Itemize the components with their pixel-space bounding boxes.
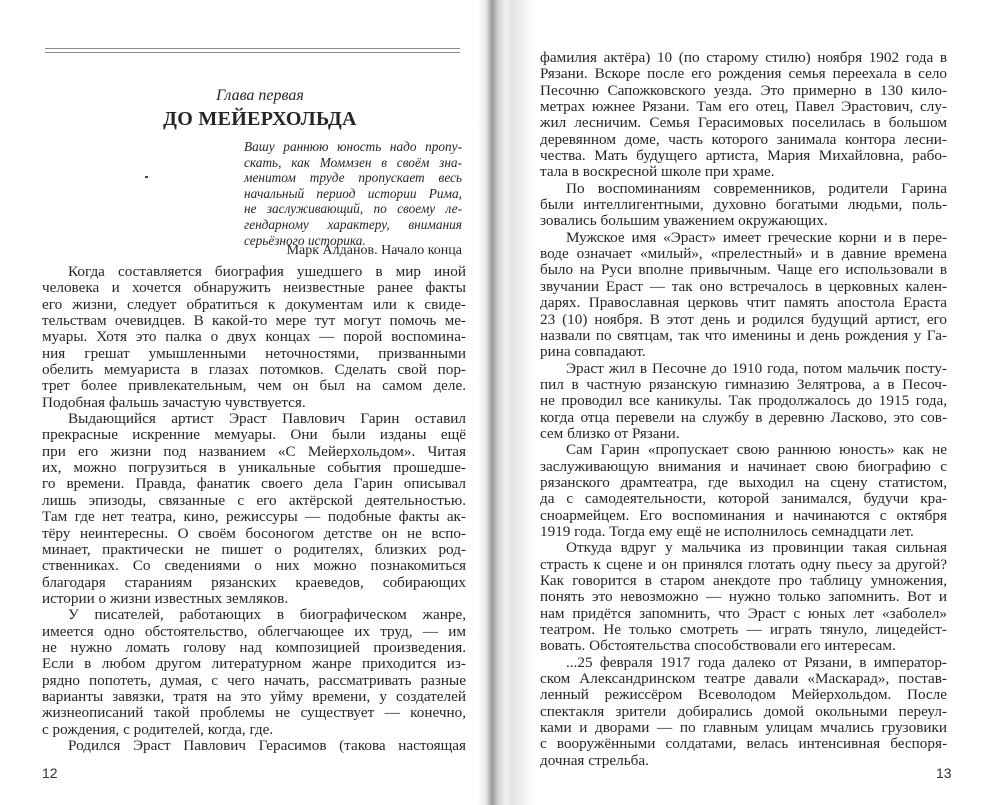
chapter-label: Глава первая	[216, 87, 304, 104]
text-line: не проводил все каникулы. Так продолжалось до 1915 года,	[540, 392, 947, 410]
text-line: минает, практически не пишет о родителях, близких род-	[42, 540, 466, 558]
text-line: Сам Гарин «пропускает свою раннюю юность» как не	[566, 441, 947, 459]
epigraph-line: серьёзного историка.	[244, 232, 366, 248]
text-line: прекрасные искренние мемуары. Они были изданы ещё	[42, 426, 466, 444]
epigraph-line: менитом труде пропускает весь	[244, 170, 462, 186]
paragraph	[540, 655, 947, 769]
paragraph	[540, 181, 947, 230]
text-line: театром. Не только смотреть — играть тянуло, лицедейст-	[540, 621, 947, 639]
paragraph	[540, 442, 947, 540]
text-line: тёру неинтересны. О своём босоногом детстве он не вспо-	[42, 524, 466, 542]
text-line: понять это невозможно — нужно только запомнить. Вот и	[540, 588, 947, 606]
text-line: ском Александринском театре давали «Маскарад», постав-	[540, 670, 947, 688]
text-line: чества. Мать будущего артиста, Мария Михайловна, рабо-	[540, 147, 947, 165]
text-line: сем близко от Рязани.	[540, 424, 680, 442]
text-line: Когда составляется биография ушедшего в мир иной	[68, 263, 466, 280]
text-line: обелить мемуариста в глазах потомков. Сделать свой пор-	[42, 361, 466, 379]
text-line: спектакля зрители добирались домой окольными переул-	[540, 702, 947, 720]
text-line: Эраст жил в Песочне до 1910 года, потом мальчик посту-	[566, 359, 947, 377]
text-line: Родился Эраст Павлович Герасимов (такова настоящая	[68, 736, 466, 754]
text-line: Рязани. Вскоре после его рождения семья переехала в село	[540, 65, 947, 83]
text-line: да с самодеятельности, которой занимался, будучи кра-	[540, 490, 947, 508]
text-line: страсть к сцене и он принялся глотать одну пьесу за другой?	[540, 555, 947, 573]
text-line: рина совпадают.	[540, 343, 646, 361]
text-line: рядно попотеть, думая, с чего начать, рассматривать разные	[42, 671, 466, 689]
text-line: муары. Хотя это палка о двух концах — порой воспомина-	[42, 328, 466, 346]
text-line: Откуда вдруг у мальчика из провинции такая сильная	[566, 539, 947, 557]
text-line: Песочню Сапожковского уезда. Это примерно в 130 кило-	[540, 81, 947, 99]
text-line: фамилия актёра) 10 (по старому стилю) ноября 1902 года в	[540, 49, 947, 66]
text-line: тельствам очевидцев. В какой-то мере тут могут помочь ме-	[42, 312, 466, 330]
text-line: Мужское имя «Эраст» имеет греческие корни и в пере-	[566, 228, 947, 246]
text-line: назвали по святцам, так что именины и день рождения у Га-	[540, 326, 947, 344]
chapter-title: ДО МЕЙЕРХОЛЬДА	[163, 108, 357, 130]
text-line: го времени. Правда, фанатик своего дела Гарин описывал	[42, 475, 466, 493]
text-line: пил в частную рязанскую гимназию Зелятрова, а в Песоч-	[540, 375, 947, 393]
text-line: деревянном доме, часть которого занимала контора лесни-	[540, 130, 947, 148]
text-line: не нужно ломать голову над композицией произведения.	[42, 638, 466, 656]
paragraph	[540, 230, 947, 361]
text-line: при его жизни под названием «С Мейерхольдом». Читая	[42, 442, 466, 460]
text-line: звучании Ераст — так оно встречалось в церковных кален-	[540, 277, 947, 295]
text-line: дочная стрельба.	[540, 751, 649, 769]
text-line: варианты завязки, тратя на это уйму времени, у создателей	[42, 687, 466, 705]
text-line: заслуживающую внимания и начинает свою биографию с	[540, 457, 947, 475]
text-line: когда отца перевели на службу в деревню Ласково, это сов-	[540, 408, 947, 426]
text-line: вовать. Обстоятельства способствовали его интересам.	[540, 637, 896, 655]
epigraph-line: Вашу раннюю юность надо пропу-	[244, 139, 462, 154]
paragraph	[540, 361, 947, 443]
text-line: лишь эпизоды, связанные с его актёрской деятельностью.	[42, 491, 466, 509]
text-line: тала в воскресной школе при храме.	[540, 163, 775, 181]
text-line: ния грешат умышленными неточностями, призванными	[42, 344, 466, 362]
text-line: сноармейцем. Его воспоминания и начинаются с октября	[540, 506, 947, 524]
epigraph-line: начальный период истории Рима,	[244, 185, 462, 201]
text-line: жил лесничим. Семья Герасимовых поселилась в большом	[540, 114, 947, 132]
text-line: с вооружёнными солдатами, велась интенсивная беспоря-	[540, 735, 947, 753]
text-line: ...25 февраля 1917 года далеко от Рязани, в император-	[566, 653, 947, 671]
text-line: дарях. Православная церковь чтит память апостола Ераста	[540, 294, 947, 312]
text-line: истории о жизни известных земляков.	[42, 589, 289, 607]
text-line: метрах южнее Рязани. Там его отец, Павел Эрастович, слу-	[540, 98, 947, 116]
text-line: имеется одно обстоятельство, облегчающее их труд, — им	[42, 622, 466, 640]
text-line: воде означает «милый», «прелестный» и в давние времена	[540, 245, 947, 263]
text-line: трет более привлекательным, чем он был на самом деле.	[42, 377, 466, 395]
text-line: Там где нет театра, кино, режиссуры — подобные факты ак-	[42, 508, 466, 526]
text-line: нам придётся запомнить, что Эраст с юных лет «заболел»	[540, 604, 947, 622]
text-line: было на Руси вполне привычным. Чаще его использовали в	[540, 261, 947, 279]
paragraph	[540, 50, 947, 181]
text-line: с рождения, с родителей, когда, где.	[42, 720, 274, 738]
text-line: их, можно погрузиться в уникальные события прошедше-	[42, 459, 466, 477]
text-line: Подобная фальшь зачастую чувствуется.	[42, 393, 306, 411]
text-line: ленный режиссёром Всеволодом Мейерхольдом. После	[540, 686, 947, 704]
text-line: рязанского драмтеатра, где выходил на сцену статистом,	[540, 473, 947, 491]
text-line: благодаря стараниям рязанских краеведов, собирающих	[42, 573, 466, 591]
page-number-left: 12	[42, 765, 58, 781]
text-line: ками и дворами — по главным улицам мчались грузовики	[540, 719, 947, 737]
text-line: его жизни, следует обратиться к документам или к свиде-	[42, 295, 466, 313]
epigraph-line: скать, как Моммзен в своём зна-	[244, 154, 462, 170]
text-line: человека и хочется обнаружить неизвестные ранее факты	[42, 279, 466, 297]
epigraph-line: не заслуживающий, по своему ле-	[244, 201, 462, 217]
paragraph	[540, 540, 947, 654]
text-line: Как говорится в старом анекдоте про таблицу умножения,	[540, 572, 947, 589]
text-line: Выдающийся артист Эраст Павлович Гарин оставил	[68, 410, 466, 428]
text-line: ственниках. Со сведениями о них можно познакомиться	[42, 557, 466, 575]
page-number-right: 13	[936, 765, 952, 781]
text-line: 23 (10) ноября. В этот день и родился будущий артист, его	[540, 310, 947, 328]
epigraph-attribution: Марк Алданов. Начало конца	[286, 243, 462, 258]
text-line: Если в любом другом литературном жанре приходится из-	[42, 655, 466, 673]
text-line: жизнеописаний такой проблемы не существует — конечно,	[42, 704, 466, 722]
text-line: У писателей, работающих в биографическом жанре,	[68, 606, 466, 624]
text-line: По воспоминаниям современников, родители Гарина	[566, 179, 947, 197]
epigraph-line: гендарному характеру, внимания	[244, 216, 462, 232]
text-line: были интеллигентными, духовно богатыми людьми, поль-	[540, 196, 947, 214]
text-line: зовались большим уважением окружающих.	[540, 212, 828, 230]
right-body-text	[540, 50, 947, 769]
text-line: 1919 года. Тогда ему ещё не исполнилось семнадцати лет.	[540, 522, 914, 540]
